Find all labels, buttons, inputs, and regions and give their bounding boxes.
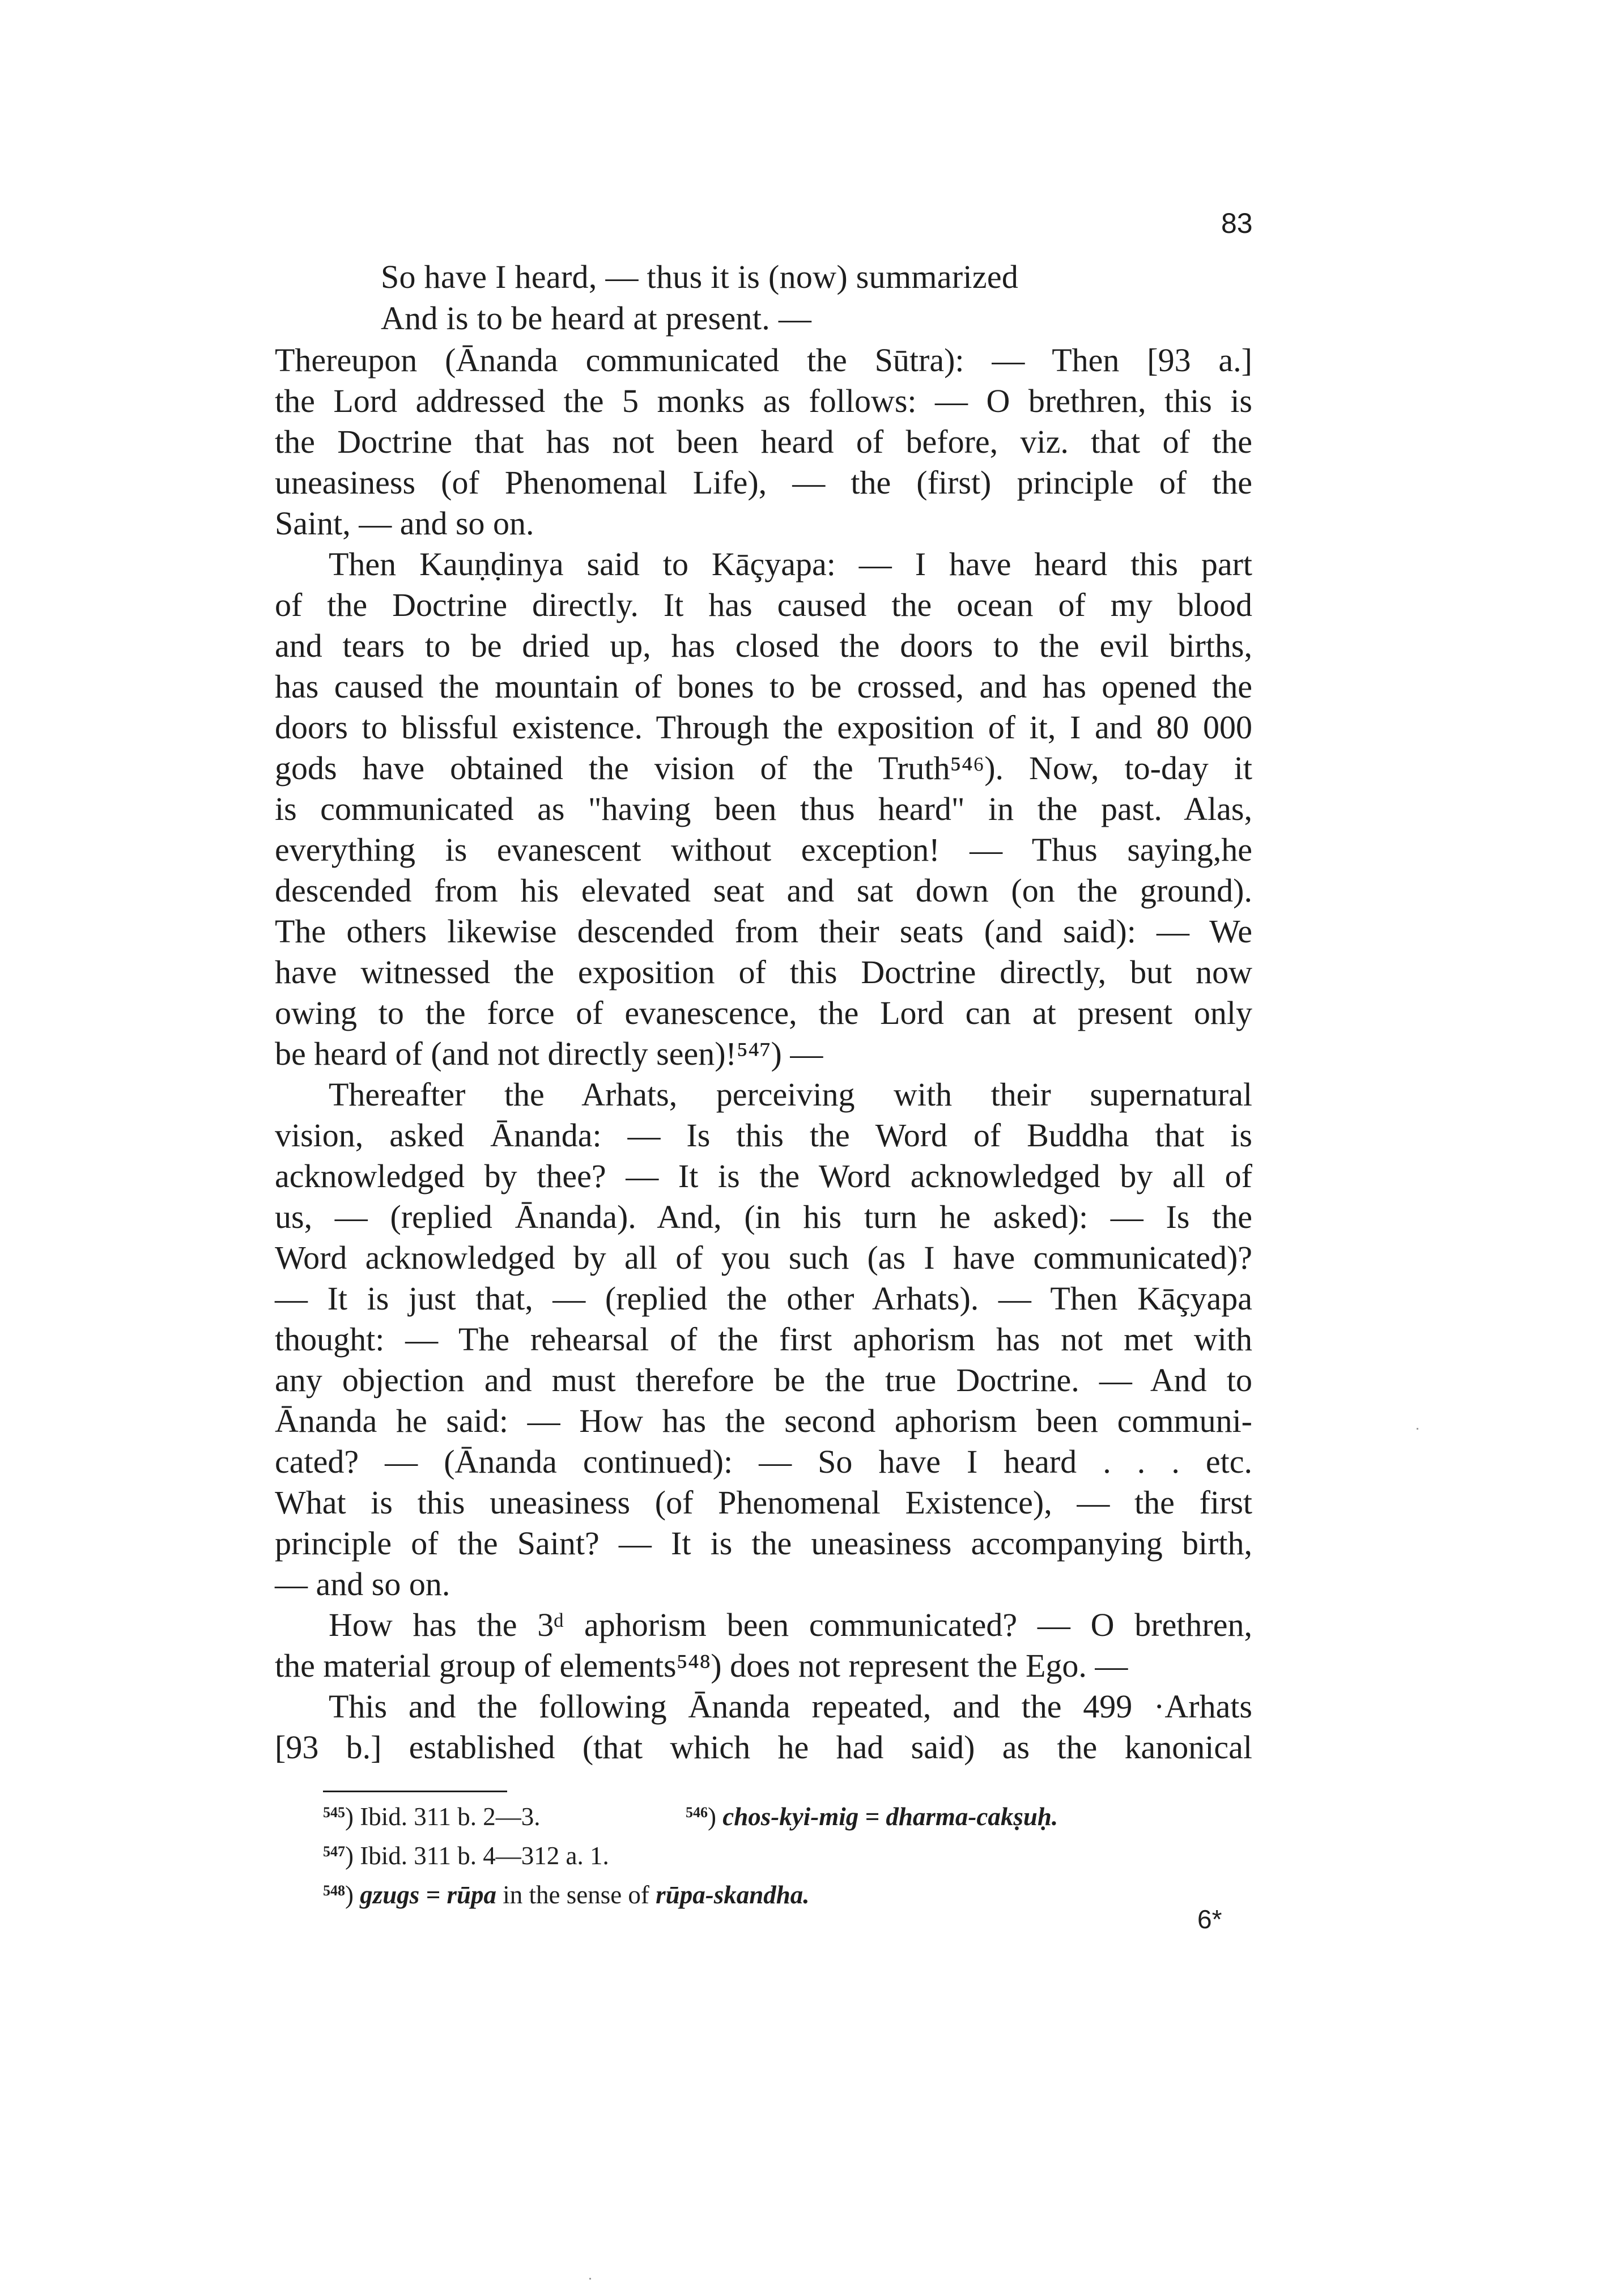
text-line: everything is evanescent without exception! — Thus saying,he xyxy=(275,831,1252,868)
paper-speck xyxy=(589,2278,591,2280)
text-line: — It is just that, — (replied the other Arhats). — Then Kāçyapa xyxy=(275,1280,1252,1317)
text-line: the Doctrine that has not been heard of before, viz. that of the xyxy=(275,423,1252,460)
paper-speck xyxy=(1417,1428,1418,1430)
footnote-mark: 548 xyxy=(323,1882,345,1899)
text-line: and tears to be dried up, has closed the doors to the evil births, xyxy=(275,627,1252,664)
text-line: acknowledged by thee? — It is the Word acknowledged by all of xyxy=(275,1158,1252,1194)
text-line: Then Kauṇḍinya said to Kāçyapa: — I have heard this part xyxy=(329,546,1252,582)
text-line: the Lord addressed the 5 monks as follows: — O brethren, this is xyxy=(275,382,1252,419)
footnote-mark: 547 xyxy=(323,1843,345,1860)
text-line: The others likewise descended from their seats (and said): — We xyxy=(275,913,1252,950)
footnote-text: ) xyxy=(708,1802,723,1831)
footnote-text: ) Ibid. 311 b. 4—312 a. 1. xyxy=(345,1842,609,1870)
footnote-rule xyxy=(323,1791,507,1792)
text-line: has caused the mountain of bones to be crossed, and has opened the xyxy=(275,668,1252,705)
footnote-text: ) Ibid. 311 b. 2—3. xyxy=(345,1802,541,1831)
verse-line: And is to be heard at present. — xyxy=(381,300,812,337)
text-line: be heard of (and not directly seen)!⁵⁴⁷) — xyxy=(275,1035,823,1072)
text-line: principle of the Saint? — It is the uneasiness accompanying birth, xyxy=(275,1525,1252,1562)
footnote-term: rūpa-skandha. xyxy=(656,1881,810,1909)
footnote-547 xyxy=(323,1834,810,1873)
footnote-mark: 546 xyxy=(686,1804,708,1821)
text-line: cated? — (Ānanda continued): — So have I heard . . . etc. xyxy=(275,1443,1252,1480)
text-line: uneasiness (of Phenomenal Life), — the (first) principle of the xyxy=(275,464,1252,501)
footnote-term: gzugs = rūpa xyxy=(360,1881,496,1909)
text-line: Ānanda he said: — How has the second aphorism been communi- xyxy=(275,1402,1252,1439)
text-line: What is this uneasiness (of Phenomenal Existence), — the first xyxy=(275,1484,1252,1521)
text-line: gods have obtained the vision of the Truth⁵⁴⁶). Now, to-day it xyxy=(275,750,1252,786)
text-line: Saint, — and so on. xyxy=(275,505,534,542)
footnote-text: in the sense of xyxy=(496,1881,656,1909)
text-line: have witnessed the exposition of this Doctrine directly, but now xyxy=(275,954,1252,990)
text-line: doors to blissful existence. Through the exposition of it, I and 80 000 xyxy=(275,709,1252,746)
verse-block xyxy=(381,256,1018,339)
text-line: is communicated as "having been thus heard" in the past. Alas, xyxy=(275,790,1252,827)
text-line: [93 b.] established (that which he had said) as the kanonical xyxy=(275,1729,1252,1766)
text-line: How has the 3ᵈ aphorism been communicated? — O brethren, xyxy=(329,1606,1252,1643)
text-line: any objection and must therefore be the true Doctrine. — And to xyxy=(275,1362,1252,1398)
text-line: vision, asked Ānanda: — Is this the Word of Buddha that is xyxy=(275,1117,1252,1154)
text-line: This and the following Ānanda repeated, and the 499 ·Arhats xyxy=(329,1688,1252,1725)
text-line: the material group of elements⁵⁴⁸) does not represent the Ego. — xyxy=(275,1647,1128,1684)
footnote-mark: 545 xyxy=(323,1804,345,1821)
verse-line: So have I heard, — thus it is (now) summarized xyxy=(381,258,1019,295)
signature-mark: 6* xyxy=(1197,1904,1222,1934)
footnote-548 xyxy=(323,1873,810,1912)
text-line: of the Doctrine directly. It has caused the ocean of my blood xyxy=(275,586,1252,623)
footnote-546 xyxy=(686,1795,1058,1834)
text-line: thought: — The rehearsal of the first aphorism has not met with xyxy=(275,1321,1252,1358)
page-number: 83 xyxy=(1221,207,1253,239)
text-line: — and so on. xyxy=(275,1566,450,1602)
text-line: Word acknowledged by all of you such (as I have communicated)? xyxy=(275,1239,1252,1276)
body-text xyxy=(275,340,1252,1768)
footnotes xyxy=(323,1795,1058,1912)
text-line: owing to the force of evanescence, the Lord can at present only xyxy=(275,994,1252,1031)
text-line: Thereafter the Arhats, perceiving with their supernatural xyxy=(329,1076,1252,1113)
text-line: descended from his elevated seat and sat down (on the ground). xyxy=(275,872,1252,909)
text-line: Thereupon (Ānanda communicated the Sūtra): — Then [93 a.] xyxy=(275,342,1252,379)
footnote-text: ) xyxy=(345,1881,360,1909)
text-line: us, — (replied Ānanda). And, (in his turn he asked): — Is the xyxy=(275,1198,1252,1235)
footnote-term: chos-kyi-mig = dharma-cakṣuḥ. xyxy=(722,1802,1058,1831)
